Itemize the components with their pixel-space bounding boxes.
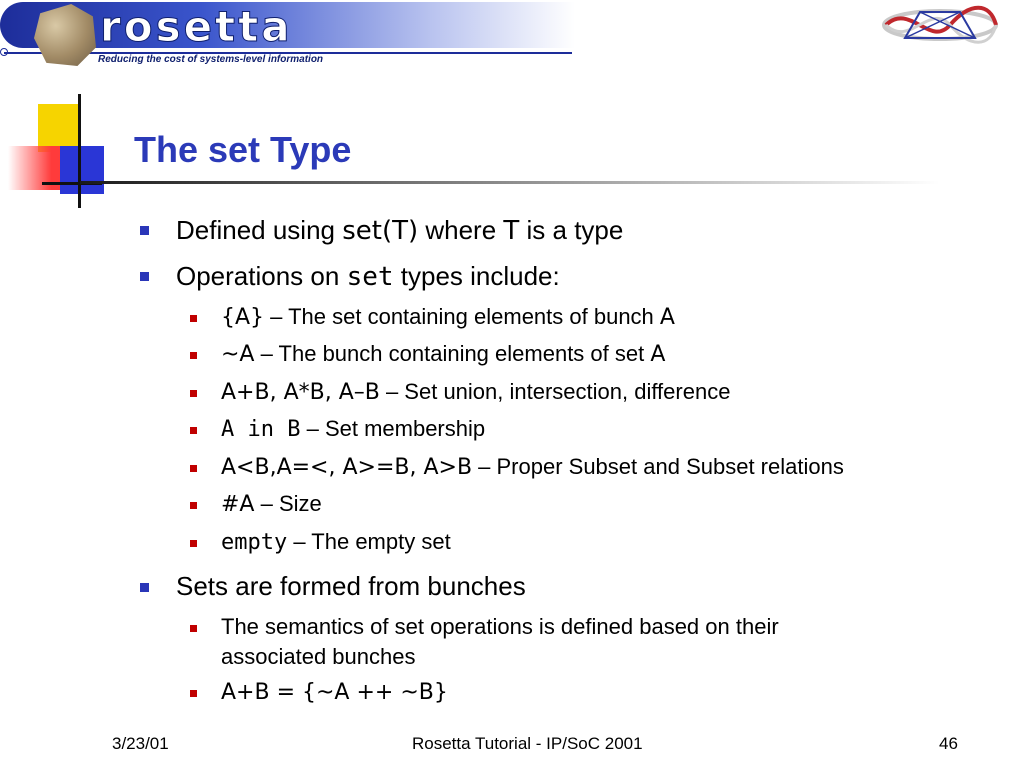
bullet-text: associated bunches <box>221 644 416 669</box>
sub-bullet-marker <box>190 390 197 397</box>
bullet-text: – Set membership <box>300 416 486 441</box>
rosetta-logo: rosetta <box>100 2 293 51</box>
bullet-text: – The bunch containing elements of set <box>254 341 651 366</box>
sub-bullet-semantics-line1 <box>221 613 779 641</box>
bullet-text: – Proper Subset and Subset relations <box>472 454 844 479</box>
sub-bullet-marker <box>190 427 197 434</box>
sub-bullet-union-definition <box>221 678 448 707</box>
bullet-code: {A} <box>221 305 265 330</box>
sub-bullet-marker <box>190 502 197 509</box>
bullet-code: A+B = {~A ++ ~B} <box>221 680 448 705</box>
bullet-code: A+B, A*B, A–B <box>221 380 380 405</box>
sub-bullet-set-literal <box>221 303 675 332</box>
bullet-text: – Set union, intersection, difference <box>379 379 731 404</box>
bullet-defined-using <box>176 214 623 247</box>
sub-bullet-marker <box>190 352 197 359</box>
sub-bullet-semantics-line2 <box>221 643 415 671</box>
footer-title: Rosetta Tutorial - IP/SoC 2001 <box>412 734 643 753</box>
bullet-code: empty <box>221 530 288 555</box>
sub-bullet-union <box>221 378 730 407</box>
sub-bullet-bunch-of-set <box>221 340 665 369</box>
bullet-code: A in B <box>221 417 301 442</box>
bullet-marker <box>140 272 149 281</box>
page-number: 46 <box>939 734 958 753</box>
bullet-text: Operations on <box>176 261 347 291</box>
sub-bullet-marker <box>190 540 197 547</box>
bullet-text: – The empty set <box>287 529 451 554</box>
sub-bullet-subset <box>221 453 844 482</box>
bullet-operations <box>176 260 560 293</box>
bullet-code: set <box>346 262 394 292</box>
bullet-text: is a type <box>519 215 624 245</box>
sub-bullet-empty <box>221 528 451 557</box>
sub-bullet-size <box>221 490 322 519</box>
bullet-code: A <box>650 342 666 367</box>
sub-bullet-marker <box>190 465 197 472</box>
bullet-marker <box>140 583 149 592</box>
bullet-text: types include: <box>393 261 560 291</box>
sub-bullet-marker <box>190 625 197 632</box>
bullet-marker <box>140 226 149 235</box>
sub-bullet-membership <box>221 415 485 444</box>
sub-bullet-marker <box>190 315 197 322</box>
banner-tagline: Reducing the cost of systems-level information <box>98 54 324 65</box>
bullet-code: A<B,A=<, A>=B, A>B <box>221 455 473 480</box>
bullet-code: ~A <box>221 342 255 367</box>
bullet-code: set(T) <box>342 216 419 246</box>
bullet-text: The semantics of set operations is defined based on their <box>221 614 779 639</box>
bullet-sets-from-bunches <box>176 570 526 602</box>
bullet-text: – Size <box>254 491 322 516</box>
bullet-text: Sets are formed from bunches <box>176 571 526 601</box>
bullet-text: where <box>418 215 504 245</box>
bullet-text: – The set containing elements of bunch <box>264 304 660 329</box>
footer-date: 3/23/01 <box>112 734 169 753</box>
bullet-code: T <box>503 216 520 246</box>
bullet-code: #A <box>221 492 255 517</box>
sub-bullet-marker <box>190 690 197 697</box>
bullet-text: Defined using <box>176 215 343 245</box>
slide-title: The set Type <box>134 129 352 170</box>
bullet-code: A <box>659 305 675 330</box>
